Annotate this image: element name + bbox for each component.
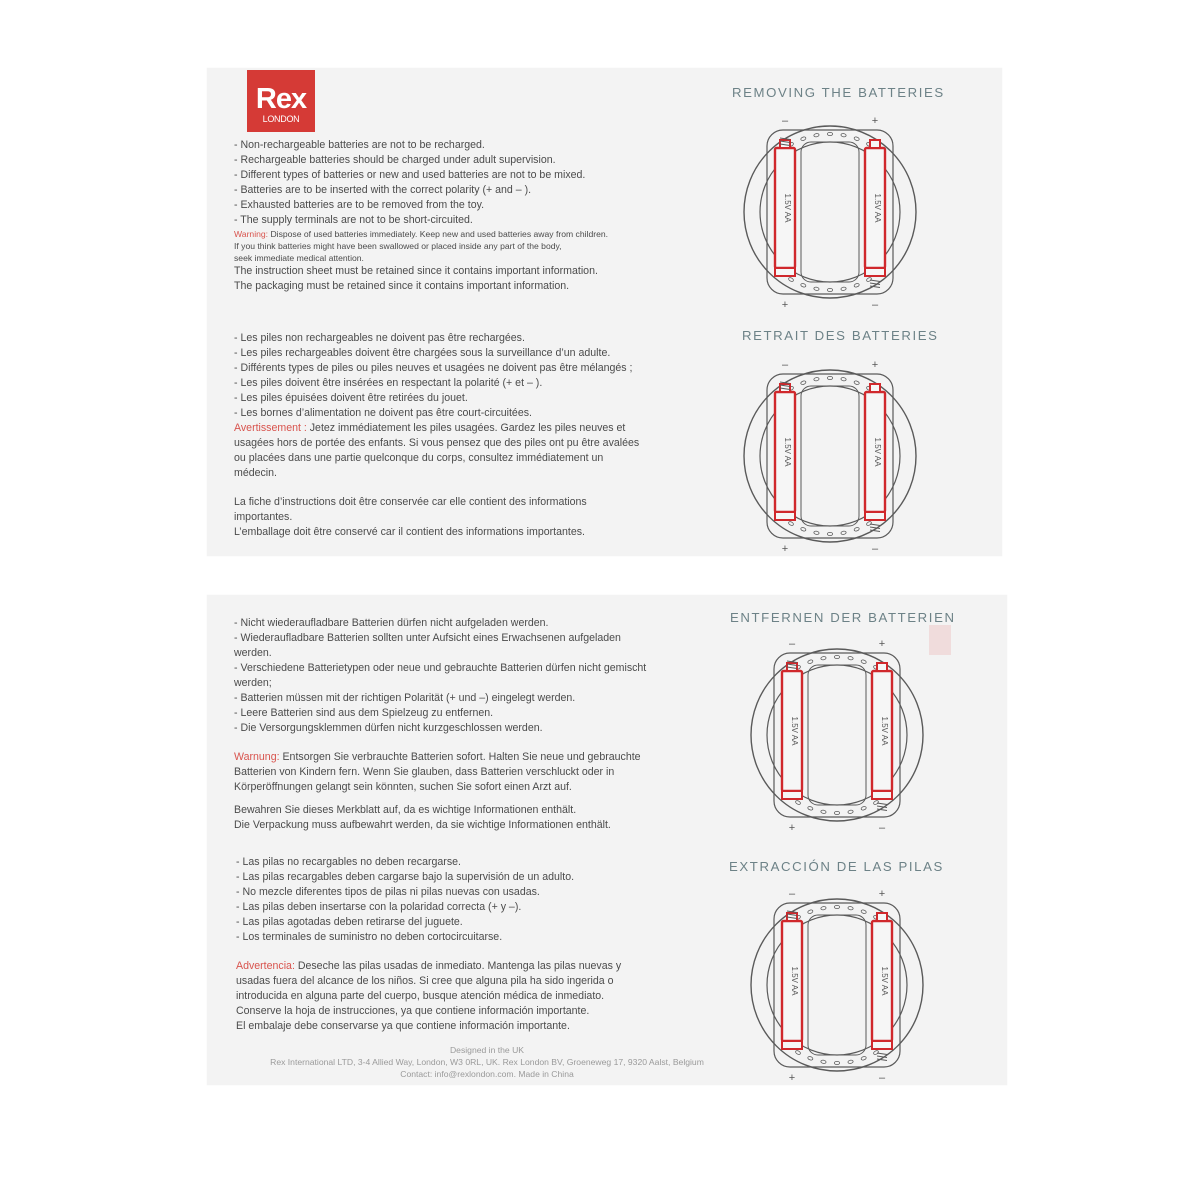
battery-compartment-diagram	[735, 112, 925, 317]
instruction-line: - Les piles doivent être insérées en respectant la polarité (+ et – ).	[234, 377, 543, 389]
warning-line: usadas fuera del alcance de los niños. Si cree que alguna pila ha sido ingerida o	[236, 975, 614, 987]
slot	[841, 133, 847, 137]
slot	[873, 800, 879, 805]
slot	[827, 288, 832, 291]
slot	[848, 1060, 854, 1064]
warning-label: Warning:	[234, 229, 269, 239]
polarity-mark: –	[781, 115, 789, 127]
slot	[848, 906, 854, 910]
polarity-mark: +	[781, 299, 789, 311]
battery	[775, 384, 795, 520]
footer-line: Designed in the UK	[449, 1045, 525, 1055]
instruction-line: - Verschiedene Batterietypen oder neue und gebrauchte Batterien dürfen nicht gemischt	[234, 662, 647, 674]
instruction-line: - Les piles épuisées doivent être retirées du jouet.	[234, 392, 468, 404]
instruction-line: - Non-rechargeable batteries are not to be recharged.	[234, 139, 485, 151]
warning-line: médecin.	[234, 467, 277, 479]
instruction-line: werden;	[234, 677, 272, 689]
slot	[800, 283, 806, 288]
warning-line: If you think batteries might have been swallowed or placed inside any part of the body,	[234, 241, 562, 251]
footer-line: Contact: info@rexlondon.com. Made in China	[400, 1069, 574, 1079]
compartment-divider	[801, 142, 859, 282]
section-heading: ENTFERNEN DER BATTERIEN	[730, 610, 956, 625]
slot	[821, 906, 827, 910]
instruction-line: - Different types of batteries or new and used batteries are not to be mixed.	[234, 169, 586, 181]
outer-ring	[744, 370, 916, 542]
polarity-mark: –	[878, 1072, 886, 1084]
retain-line: Bewahren Sie dieses Merkblatt auf, da es wichtige Informationen enthält.	[234, 804, 577, 816]
slot	[827, 132, 832, 135]
outer-ring	[751, 899, 923, 1071]
battery-compartment-diagram	[742, 635, 932, 840]
battery-end	[872, 791, 892, 799]
battery-label: 1.5V AA	[790, 716, 799, 746]
slot	[848, 656, 854, 660]
instruction-line: - Leere Batterien sind aus dem Spielzeug zu entfernen.	[234, 707, 494, 719]
warning-text	[234, 750, 646, 765]
polarity-mark: +	[871, 359, 879, 371]
slot	[821, 810, 827, 814]
battery-end	[775, 268, 795, 276]
battery-label: 1.5V AA	[790, 966, 799, 996]
spring-coil	[877, 803, 887, 805]
battery	[775, 140, 795, 276]
instruction-card-bottom	[207, 595, 1007, 1085]
slot	[854, 283, 860, 288]
slot	[841, 287, 847, 291]
instruction-line: - The supply terminals are not to be short-circuited.	[234, 214, 473, 226]
instruction-line: - Les bornes d’alimentation ne doivent pas être court-circuitées.	[234, 407, 532, 419]
battery-end	[865, 512, 885, 520]
instruction-line: - No mezcle diferentes tipos de pilas ni pilas nuevas con usadas.	[236, 886, 540, 898]
instruction-line: - Batteries are to be inserted with the correct polarity (+ and – ).	[234, 184, 532, 196]
slot	[814, 133, 820, 137]
slot	[800, 380, 806, 385]
slot	[861, 909, 867, 914]
instruction-line: - Différents types de piles ou piles neuves et usagées ne doivent pas être mélangés ;	[234, 362, 633, 374]
warning-text	[234, 228, 608, 240]
battery-diagram-svg	[735, 356, 925, 556]
warning-label: Advertencia:	[236, 960, 295, 972]
spring-coil	[870, 280, 880, 282]
instruction-line: - Les piles non rechargeables ne doivent pas être rechargées.	[234, 332, 525, 344]
polarity-mark: +	[871, 115, 879, 127]
battery	[865, 384, 885, 520]
spring-coil	[870, 524, 880, 526]
instruction-line: - Las pilas agotadas deben retirarse del juguete.	[236, 916, 463, 928]
warning-line: seek immediate medical attention.	[234, 253, 364, 263]
battery-end	[782, 1041, 802, 1049]
slot	[861, 659, 867, 664]
warning-line: Körperöffnungen gelangt sein könnten, suchen Sie sofort einen Arzt auf.	[234, 781, 572, 793]
polarity-mark: +	[781, 543, 789, 555]
instruction-line: - Wiederaufladbare Batterien sollten unter Aufsicht eines Erwachsenen aufgeladen	[234, 632, 621, 644]
slot	[854, 527, 860, 532]
slot	[821, 1060, 827, 1064]
slot	[834, 655, 839, 658]
battery-terminal	[870, 140, 880, 148]
slot	[788, 277, 794, 282]
german-instructions	[234, 616, 646, 833]
outer-ring	[751, 649, 923, 821]
warning-label: Avertissement :	[234, 422, 307, 434]
slot	[873, 1050, 879, 1055]
polarity-mark: –	[788, 888, 796, 900]
polarity-mark: +	[878, 638, 886, 650]
battery	[782, 913, 802, 1049]
polarity-mark: –	[878, 822, 886, 834]
slot	[861, 1056, 867, 1061]
warning-text	[236, 959, 621, 974]
slot	[788, 521, 794, 526]
battery-compartment-diagram	[735, 356, 925, 561]
instruction-line: - Las pilas no recargables no deben recargarse.	[236, 856, 461, 868]
battery-label: 1.5V AA	[880, 966, 889, 996]
polarity-mark: –	[788, 638, 796, 650]
retain-line: Die Verpackung muss aufbewahrt werden, da sie wichtige Informationen enthält.	[234, 819, 611, 831]
warning-line: Dispose of used batteries immediately. Keep new and used batteries away from children.	[268, 229, 609, 239]
battery-terminal	[877, 663, 887, 671]
retain-line: L’emballage doit être conservé car il contient des informations importantes.	[234, 526, 585, 538]
spanish-instructions	[236, 855, 621, 1034]
battery-label: 1.5V AA	[873, 193, 882, 223]
slot	[795, 1050, 801, 1055]
battery-label: 1.5V AA	[783, 437, 792, 467]
battery	[872, 663, 892, 799]
polarity-mark: +	[788, 1072, 796, 1084]
slot	[827, 376, 832, 379]
slot	[841, 531, 847, 535]
battery-terminal	[877, 913, 887, 921]
slot	[795, 800, 801, 805]
footer-line: Rex International LTD, 3-4 Allied Way, London, W3 0RL, UK. Rex London BV, Groeneweg 17, 9320 Aalst, Belgium	[270, 1057, 704, 1067]
polarity-mark: –	[871, 543, 879, 555]
rex-london-logo	[247, 70, 315, 132]
battery-diagram-svg	[742, 635, 932, 835]
instruction-line: - Die Versorgungsklemmen dürfen nicht kurzgeschlossen werden.	[234, 722, 543, 734]
slot	[827, 532, 832, 535]
slot	[807, 806, 813, 811]
instruction-line: - Nicht wiederaufladbare Batterien dürfen nicht aufgeladen werden.	[234, 617, 549, 629]
instruction-card-top	[207, 68, 1002, 556]
slot	[834, 1061, 839, 1064]
warning-line: Jetez immédiatement les piles usagées. Gardez les piles neuves et	[306, 422, 626, 434]
footer	[207, 1044, 767, 1080]
slot	[841, 377, 847, 381]
battery	[872, 913, 892, 1049]
slot	[807, 909, 813, 914]
slot	[866, 277, 872, 282]
slot	[866, 521, 872, 526]
slot	[834, 905, 839, 908]
retain-line: La fiche d’instructions doit être conservée car elle contient des informations	[234, 496, 587, 508]
battery-end	[865, 268, 885, 276]
logo-sub: LONDON	[262, 114, 300, 124]
slot	[814, 377, 820, 381]
warning-line: Entsorgen Sie verbrauchte Batterien sofort. Halten Sie neue und gebrauchte	[279, 751, 641, 763]
section-heading: RETRAIT DES BATTERIES	[742, 328, 939, 343]
compartment-divider	[808, 915, 866, 1055]
instruction-line: - Las pilas deben insertarse con la polaridad correcta (+ y –).	[236, 901, 522, 913]
battery-end	[775, 512, 795, 520]
section-heading: EXTRACCIÓN DE LAS PILAS	[729, 859, 944, 874]
polarity-mark: –	[781, 359, 789, 371]
compartment-divider	[801, 386, 859, 526]
slot	[807, 1056, 813, 1061]
battery-diagram-svg	[742, 885, 932, 1085]
polarity-mark: –	[871, 299, 879, 311]
slot	[821, 656, 827, 660]
english-instructions	[234, 138, 608, 294]
instruction-line: werden.	[234, 647, 272, 659]
retain-line: importantes.	[234, 511, 293, 523]
retain-line: The packaging must be retained since it contains important information.	[234, 280, 570, 292]
battery-terminal	[870, 384, 880, 392]
battery	[865, 140, 885, 276]
warning-line: Batterien von Kindern fern. Wenn Sie glauben, dass Batterien verschluckt oder in	[234, 766, 615, 778]
section-heading: REMOVING THE BATTERIES	[732, 85, 945, 100]
instruction-line: - Les piles rechargeables doivent être chargées sous la surveillance d’un adulte.	[234, 347, 611, 359]
battery-label: 1.5V AA	[880, 716, 889, 746]
battery-compartment-diagram	[742, 885, 932, 1090]
warning-label: Warnung:	[234, 751, 280, 763]
slot	[854, 136, 860, 141]
instruction-line: - Exhausted batteries are to be removed from the toy.	[234, 199, 485, 211]
slot	[814, 531, 820, 535]
compartment-divider	[808, 665, 866, 805]
battery-diagram-svg	[735, 112, 925, 312]
logo-word: Rex	[255, 83, 307, 115]
instruction-line: - Las pilas recargables deben cargarse bajo la supervisión de un adulto.	[236, 871, 575, 883]
warning-line: introducida en alguna parte del cuerpo, busque atención médica de inmediato.	[236, 990, 605, 1002]
warning-line: usagées hors de portée des enfants. Si vous pensez que des piles ont pu être avalées	[234, 437, 640, 449]
battery-end	[872, 1041, 892, 1049]
retain-line: The instruction sheet must be retained since it contains important information.	[234, 265, 598, 277]
polarity-mark: +	[788, 822, 796, 834]
spring-coil	[877, 1053, 887, 1055]
french-instructions	[234, 331, 639, 540]
battery	[782, 663, 802, 799]
slot	[854, 380, 860, 385]
retain-line: El embalaje debe conservarse ya que contiene información importante.	[236, 1020, 570, 1032]
outer-ring	[744, 126, 916, 298]
slot	[861, 806, 867, 811]
warning-line: ou placées dans une partie quelconque du corps, consultez immédiatement un	[234, 452, 604, 464]
polarity-mark: +	[878, 888, 886, 900]
instruction-line: - Batterien müssen mit der richtigen Polarität (+ und –) eingelegt werden.	[234, 692, 576, 704]
instruction-line: - Rechargeable batteries should be charged under adult supervision.	[234, 154, 556, 166]
instruction-line: - Los terminales de suministro no deben cortocircuitarse.	[236, 931, 503, 943]
slot	[807, 659, 813, 664]
retain-line: Conserve la hoja de instrucciones, ya que contiene información importante.	[236, 1005, 590, 1017]
battery-label: 1.5V AA	[873, 437, 882, 467]
warning-text	[234, 421, 639, 436]
slot	[814, 287, 820, 291]
slot	[848, 810, 854, 814]
battery-end	[782, 791, 802, 799]
slot	[834, 811, 839, 814]
slot	[800, 527, 806, 532]
battery-label: 1.5V AA	[783, 193, 792, 223]
warning-line: Deseche las pilas usadas de inmediato. Mantenga las pilas nuevas y	[294, 960, 622, 972]
slot	[800, 136, 806, 141]
red-mark	[929, 625, 951, 655]
